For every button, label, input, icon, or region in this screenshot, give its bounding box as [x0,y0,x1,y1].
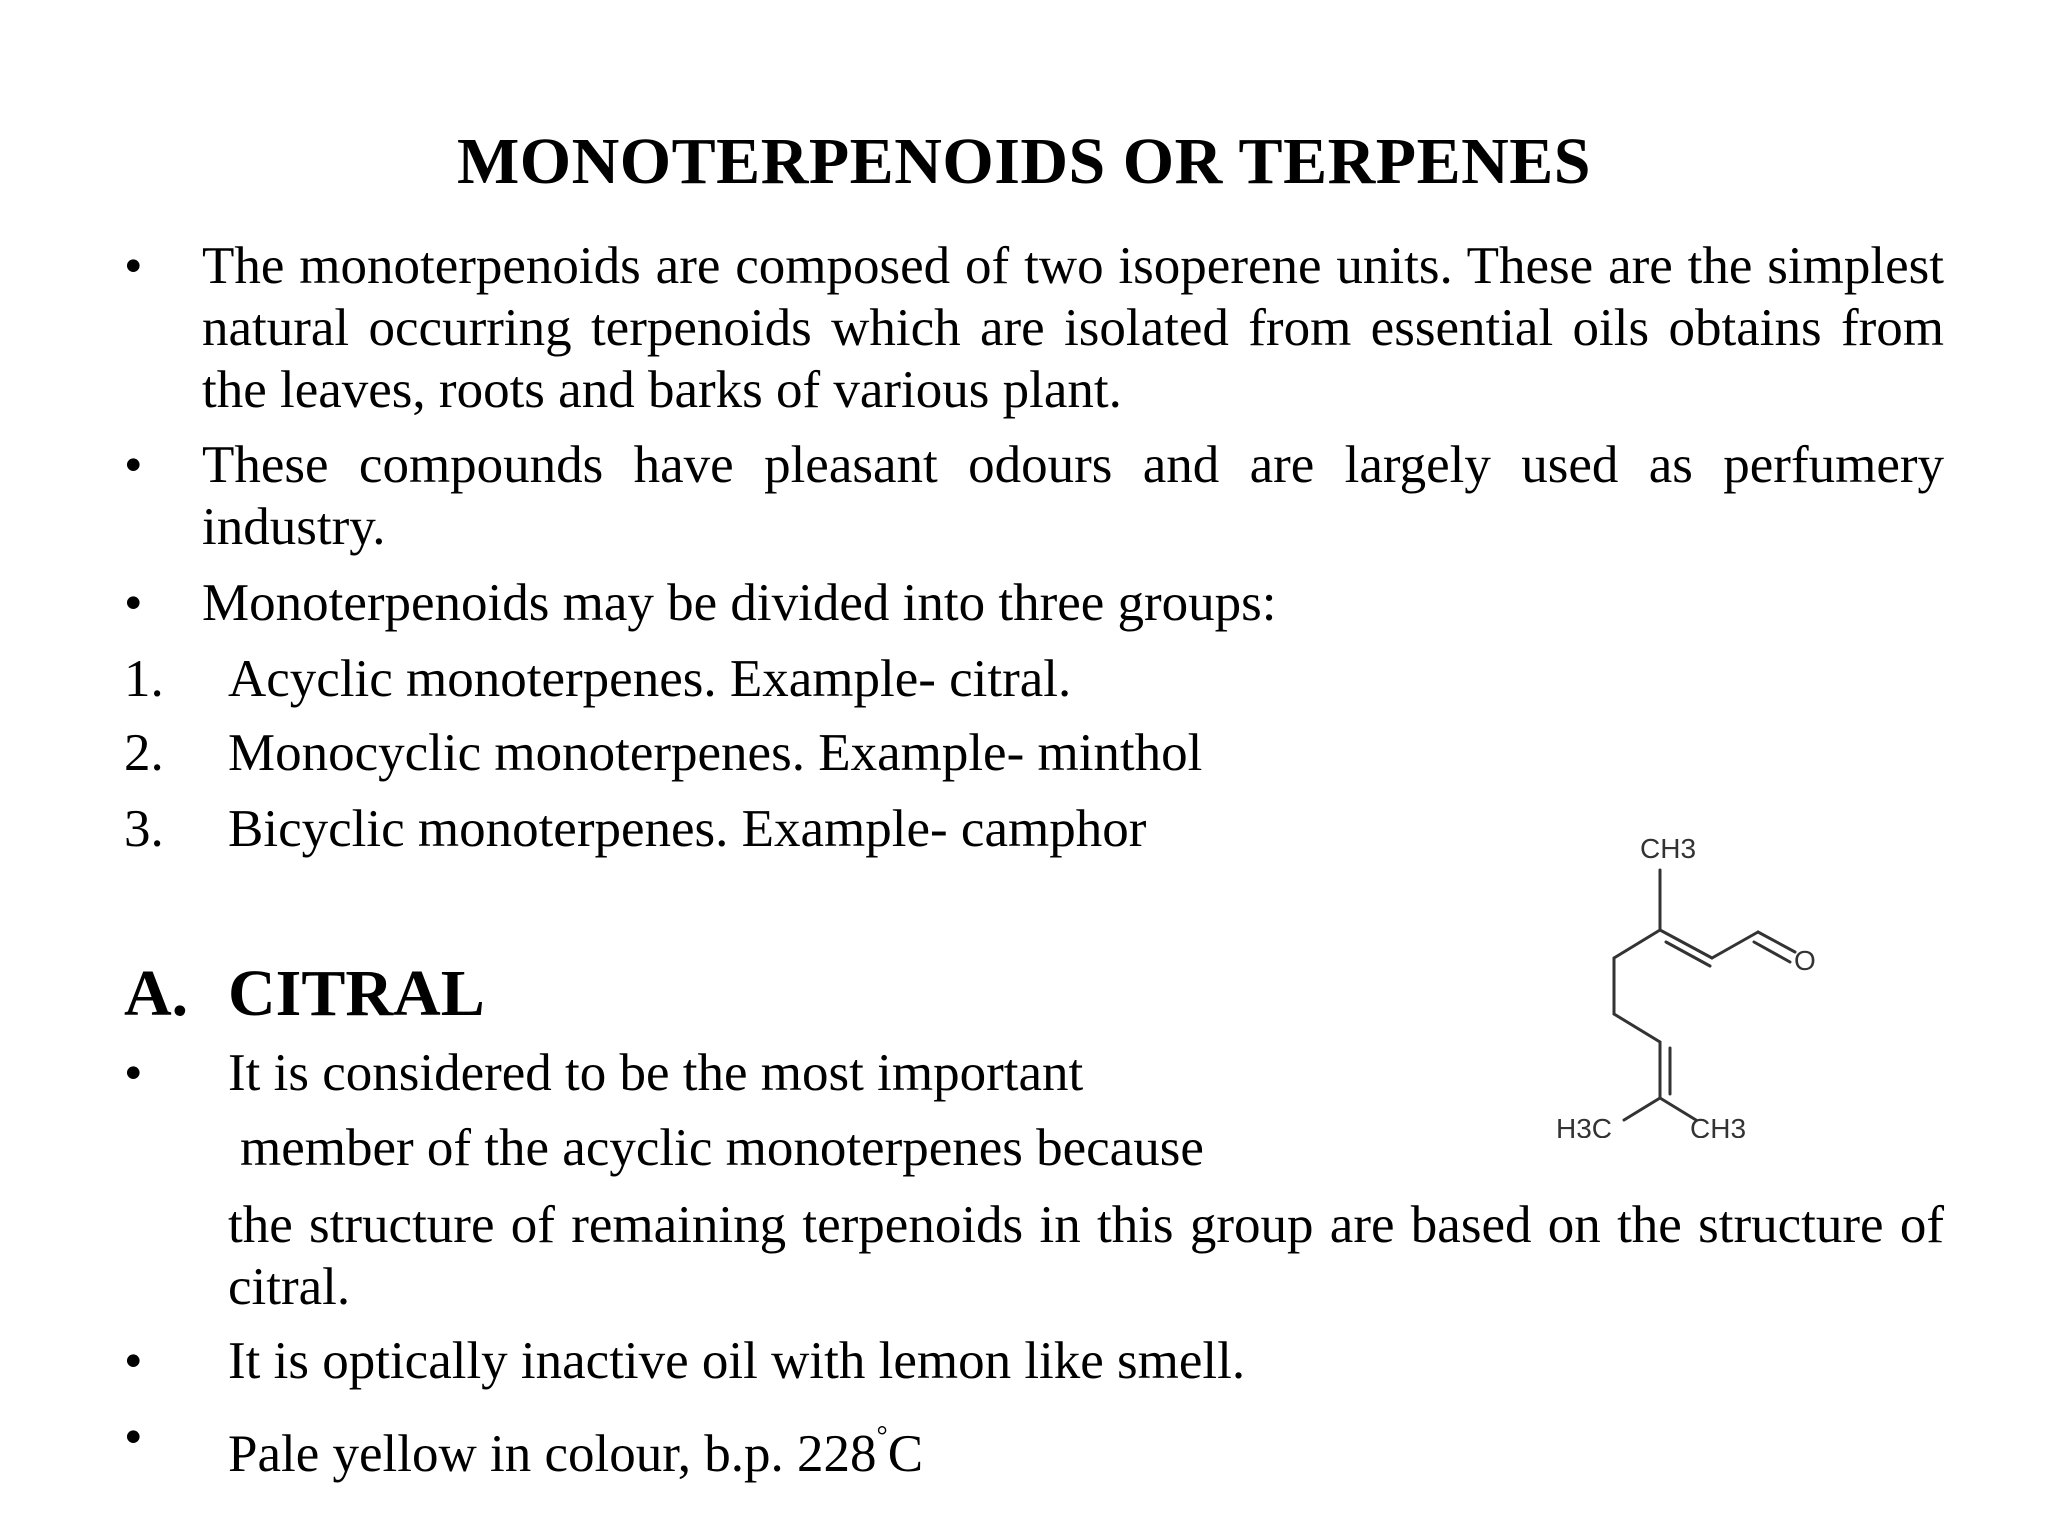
citral-bullet-1-rest-text: the structure of remaining terpenoids in this group are based on the structure of citral. [228,1196,1944,1316]
label-oxygen: O [1794,945,1816,976]
bullet-marker: • [124,436,143,494]
intro-bullet-1 [124,235,1944,425]
bond-ch-cho [1712,932,1758,958]
degree-sign: ° [876,1421,888,1452]
boiling-point-text: Pale yellow in colour, b.p. 228 [228,1425,877,1483]
group-item-2-text: Monocyclic monoterpenes. Example- minthol [228,724,1203,782]
intro-bullet-2 [124,434,1944,562]
label-ch3-top: CH3 [1640,833,1697,864]
citral-bullet-1-rest [228,1194,1944,1322]
group-item-2 [124,722,164,784]
bullet-marker: • [124,237,143,295]
citral-bullet-1-marker: • [124,1044,143,1102]
group-number: 2. [124,724,164,782]
intro-bullet-1-text: The monoterpenoids are composed of two isoperene units. These are the simplest natural occurring terpenoids which are isolated from essential oils obtains from the leaves, roots and barks of various plant. [202,237,1944,419]
group-number: 1. [124,650,164,708]
intro-bullet-3 [124,572,1944,636]
label-h3c-left: H3C [1556,1113,1613,1138]
group-item-3 [124,798,164,860]
bond-chain-1 [1614,930,1660,958]
citral-bullet-3-marker: • [124,1408,143,1466]
citral-structure-diagram [1540,808,1840,1138]
bond-methyl-left [1624,1098,1660,1120]
group-number: 3. [124,800,164,858]
intro-bullet-3-text: Monoterpenoids may be divided into three groups: [202,574,1277,632]
group-item-3-text: Bicyclic monoterpenes. Example- camphor [228,800,1147,858]
group-item-1 [124,648,164,710]
citral-bullet-1-line1: It is considered to be the most important [228,1044,1084,1102]
intro-bullet-2-text: These compounds have pleasant odours and are largely used as perfumery industry. [202,436,1944,556]
section-letter: A. [124,957,189,1030]
temperature-unit: C [887,1425,924,1483]
label-ch3-right: CH3 [1690,1113,1747,1138]
section-heading: CITRAL [228,957,485,1030]
slide-title: MONOTERPENOIDS OR TERPENES [457,125,1591,198]
citral-bullet-2-text: It is optically inactive oil with lemon like smell. [228,1332,1246,1390]
citral-bullet-1-line2: member of the acyclic monoterpenes because [240,1119,1204,1177]
group-item-1-text: Acyclic monoterpenes. Example- citral. [228,650,1072,708]
bond-chain-3 [1614,1014,1660,1042]
bullet-marker: • [124,574,143,632]
citral-bullet-3-text [228,1406,923,1485]
citral-bullet-2-marker: • [124,1332,143,1390]
